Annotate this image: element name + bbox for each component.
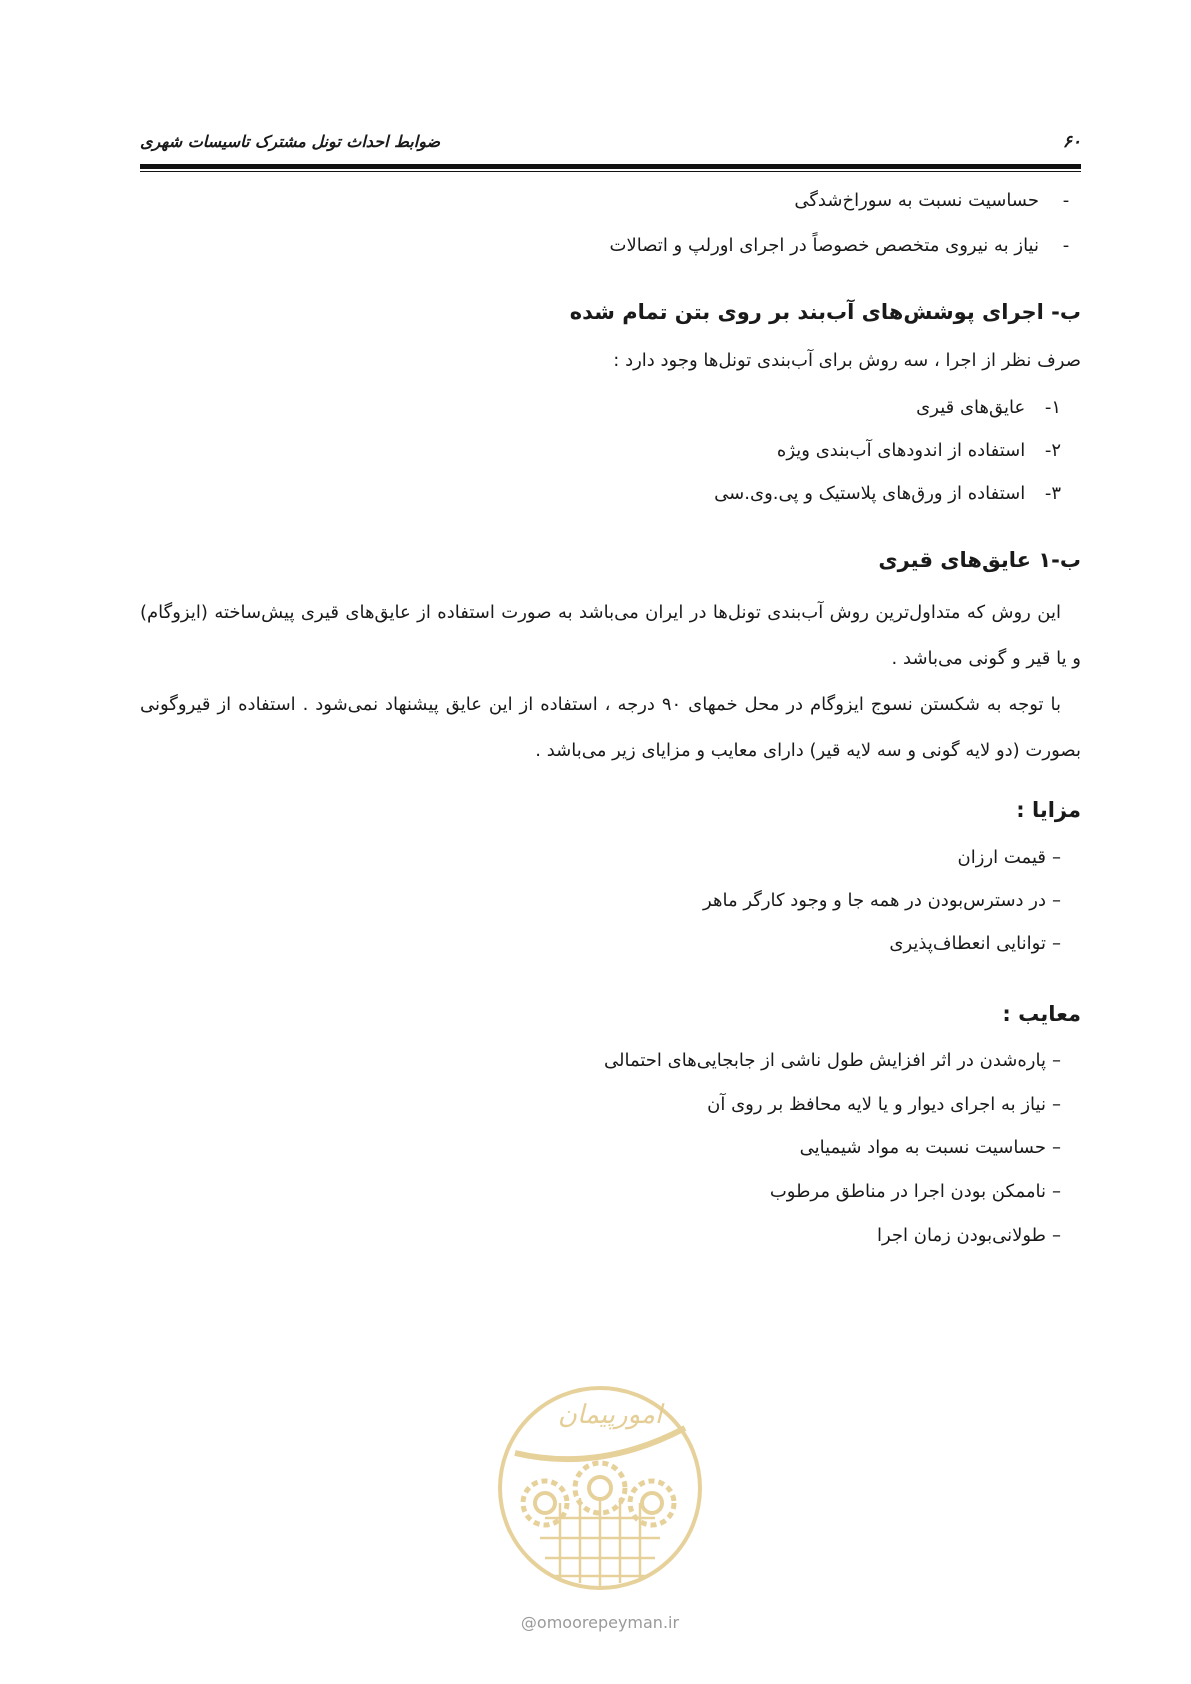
- page-number: ۶۰: [1062, 132, 1081, 152]
- method-item: [777, 440, 1061, 461]
- header-rule-thin: [140, 171, 1081, 172]
- disadvantage-text: حساسیت نسبت به مواد شیمیایی: [799, 1137, 1046, 1158]
- list-item-text: نیاز به نیروی متخصص خصوصاً در اجرای اورلپ و اتصالات: [609, 235, 1039, 256]
- page-header: [140, 128, 1081, 156]
- disadvantage-text: طولانی‌بودن زمان اجرا: [877, 1225, 1046, 1246]
- method-item: [916, 397, 1061, 418]
- method-number: ۳-: [1044, 483, 1061, 504]
- body-paragraph: این روش که متداول‌ترین روش آب‌بندی تونل‌ها در ایران می‌باشد به صورت استفاده از عایق‌های قیری پیش‌ساخته (ایزوگام) و یا قیر و گونی می‌باشد .: [140, 602, 1081, 669]
- method-number: ۱-: [1044, 397, 1061, 418]
- disadvantage-text: پاره‌شدن در اثر افزایش طول ناشی از جابجایی‌های احتمالی: [603, 1050, 1046, 1071]
- method-item: [714, 483, 1061, 504]
- method-text: استفاده از اندودهای آب‌بندی ویژه: [776, 440, 1026, 461]
- disadvantages-heading: معایب :: [1002, 1002, 1081, 1026]
- advantage-item: –توانایی انعطاف‌پذیری: [889, 933, 1061, 954]
- disadvantage-item: –ناممکن بودن اجرا در مناطق مرطوب: [769, 1181, 1061, 1202]
- advantage-text: قیمت ارزان: [957, 847, 1046, 868]
- disadvantage-text: نیاز به اجرای دیوار و یا لایه محافظ بر روی آن: [707, 1094, 1046, 1115]
- section-heading: ب- اجرای پوشش‌های آب‌بند بر روی بتن تمام شده: [569, 300, 1081, 324]
- advantages-heading: مزایا :: [1016, 798, 1081, 822]
- method-text: عایق‌های قیری: [916, 397, 1026, 418]
- disadvantage-text: ناممکن بودن اجرا در مناطق مرطوب: [769, 1181, 1046, 1202]
- method-text: استفاده از ورق‌های پلاستیک و پی.وی.سی: [714, 483, 1026, 504]
- disadvantage-item: –حساسیت نسبت به مواد شیمیایی: [799, 1137, 1061, 1158]
- header-rule-thick: [140, 164, 1081, 169]
- list-item: -حساسیت نسبت به سوراخ‌شدگی: [794, 190, 1070, 211]
- disadvantage-item: –نیاز به اجرای دیوار و یا لایه محافظ بر روی آن: [707, 1094, 1061, 1115]
- watermark-logo-text: امورپیمان: [557, 1400, 663, 1430]
- list-item: -نیاز به نیروی متخصص خصوصاً در اجرای اورلپ و اتصالات: [609, 235, 1070, 256]
- advantage-text: توانایی انعطاف‌پذیری: [889, 933, 1046, 954]
- disadvantage-item: –طولانی‌بودن زمان اجرا: [877, 1225, 1061, 1246]
- list-item-text: حساسیت نسبت به سوراخ‌شدگی: [794, 190, 1039, 211]
- running-title: ضوابط احداث تونل مشترک تاسیسات شهری: [140, 132, 441, 151]
- watermark-site: @omoorepeyman.ir: [520, 1613, 680, 1632]
- subsection-heading: ب-۱ عایق‌های قیری: [878, 548, 1081, 572]
- advantage-item: –در دسترس‌بودن در همه جا و وجود کارگر ماهر: [703, 890, 1061, 911]
- advantage-item: –قیمت ارزان: [957, 847, 1061, 868]
- advantage-text: در دسترس‌بودن در همه جا و وجود کارگر ماهر: [703, 890, 1046, 911]
- body-paragraph: با توجه به شکستن نسوج ایزوگام در محل خمهای ۹۰ درجه ، استفاده از این عایق پیشنهاد نمی‌شود . استفاده از قیروگونی بصورت (دو لایه گونی و سه لایه قیر) دارای معایب و مزایای زیر می‌باشد .: [140, 694, 1081, 761]
- method-number: ۲-: [1044, 440, 1061, 461]
- watermark-logo-icon: [490, 1378, 710, 1598]
- disadvantage-item: –پاره‌شدن در اثر افزایش طول ناشی از جابجایی‌های احتمالی: [603, 1050, 1061, 1071]
- section-intro: صرف نظر از اجرا ، سه روش برای آب‌بندی تونل‌ها وجود دارد :: [613, 350, 1081, 371]
